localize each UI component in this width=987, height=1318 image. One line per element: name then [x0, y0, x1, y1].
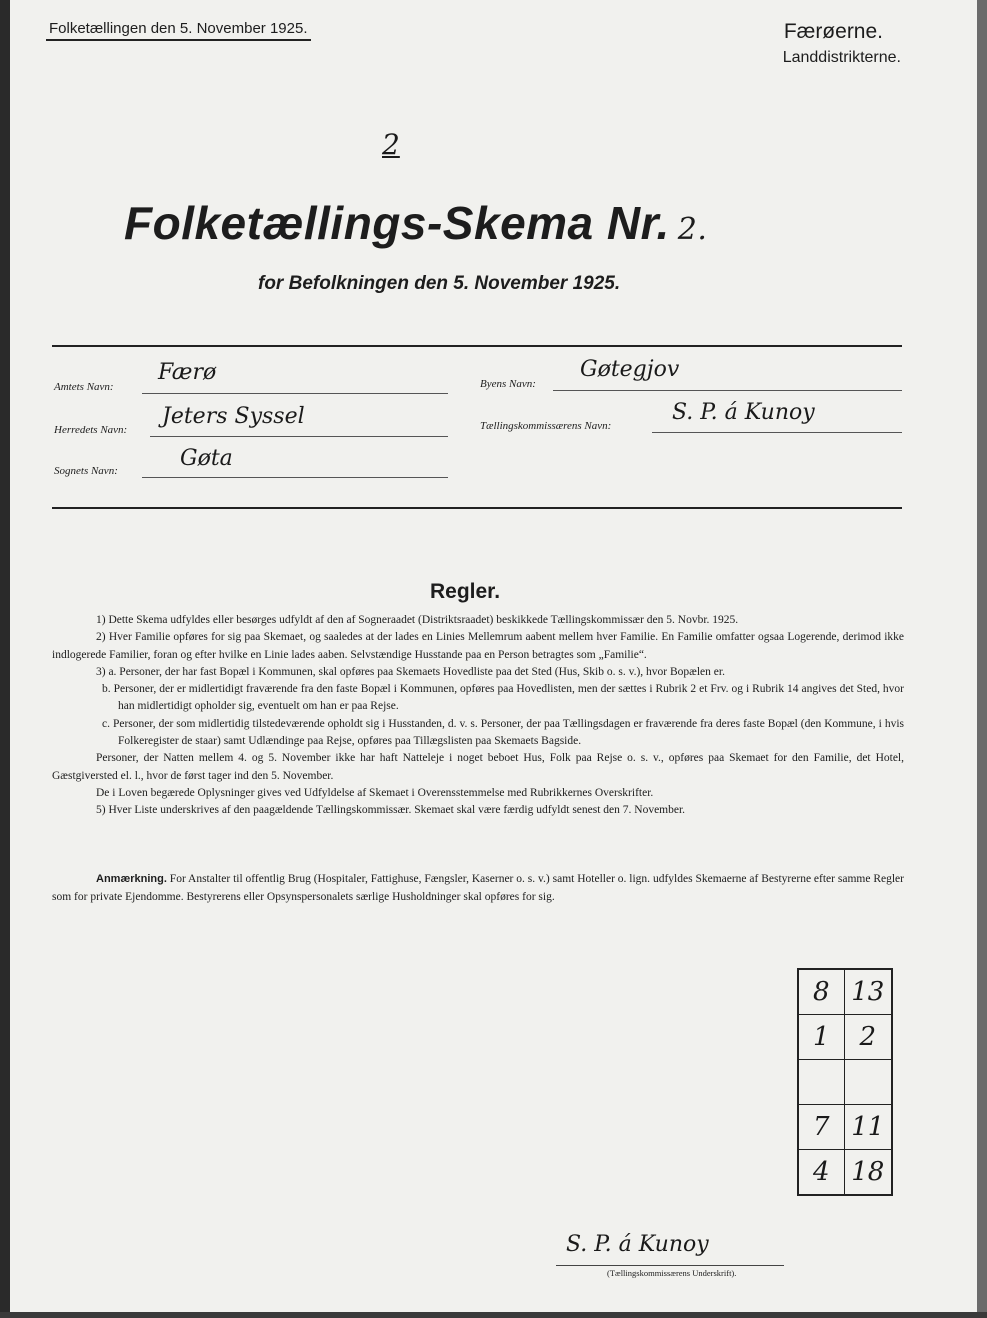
rule-item: c. Personer, der som midlertidig tilstedeværende opholdt sig i Husstanden, d. v. s. Personer, der paa Tællingsdagen er fraværende fra deres faste Bopæl (den Kommune, i hvis Folkeregister de staar) samt Udlændinge paa Rejse, opføres paa Tillægslisten paa Skemaets Bagside.: [102, 717, 904, 748]
form-subtitle: for Befolkningen den 5. November 1925.: [258, 273, 621, 294]
tally-table: [797, 968, 893, 1196]
tally-cell: 18: [844, 1150, 892, 1196]
divider-top: [52, 345, 902, 347]
tally-cell: 4: [798, 1150, 844, 1196]
sogn-label: Sognets Navn:: [54, 465, 118, 477]
rule-item: Personer, der Natten mellem 4. og 5. November ikke har haft Natteleje i noget beboet Hus, Folk paa Rejse o. s. v., opføres paa Skemaet for den Familie, det Hotel, Gæstgiversted el. l., hvor de først tager ind den 5. November.: [52, 752, 904, 782]
annotation-note: [52, 870, 904, 906]
tally-cell: [798, 1060, 844, 1105]
form-number-handwritten: 2.: [677, 212, 708, 247]
tally-cell: 8: [798, 969, 844, 1015]
rule-item: De i Loven begærede Oplysninger gives ved Udfyldelse af Skemaet i Overensstemmelse med Rubrikkernes Overskrifter.: [96, 786, 654, 799]
signature-line: [556, 1265, 784, 1266]
tally-row: [798, 1060, 892, 1105]
by-value: Gøtegjov: [580, 357, 680, 382]
rule-item: 2) Hver Familie opføres for sig paa Skemaet, og saaledes at der lades en Linies Mellemrum aabent mellem hver Familie. En Familie omfatter ogsaa Logerende, derimod ikke indlogerede Familier, foran og efter hvilke en Linie lades aaben. Selvstændige Husstande paa en Person betragtes som „Familie“.: [52, 631, 904, 661]
sogn-value: Gøta: [180, 446, 233, 471]
handwritten-sheet-number: 2: [382, 128, 400, 161]
divider-bottom: [52, 507, 902, 509]
tally-cell: 2: [844, 1015, 892, 1060]
tally-cell: 1: [798, 1015, 844, 1060]
tally-cell: 7: [798, 1105, 844, 1150]
region-subtitle: Landdistrikterne.: [782, 49, 901, 66]
rules-heading: Regler.: [430, 580, 501, 603]
tally-row: [798, 1105, 892, 1150]
amt-value: Færø: [158, 360, 217, 385]
tally-row: [798, 969, 892, 1015]
scan-edge-left: [0, 0, 10, 1318]
tally-cell: 13: [844, 969, 892, 1015]
kommissaer-label: Tællingskommissærens Navn:: [480, 420, 612, 432]
form-title-text: Folketællings-Skema Nr.: [124, 197, 670, 249]
by-line: [553, 390, 902, 391]
sogn-line: [142, 477, 448, 478]
herred-value: Jeters Syssel: [162, 404, 305, 429]
amt-label: Amtets Navn:: [54, 381, 114, 393]
herred-label: Herredets Navn:: [54, 424, 128, 436]
tally-row: [798, 1015, 892, 1060]
region-title: Færøerne.: [783, 20, 883, 43]
tally-cell: [844, 1060, 892, 1105]
rule-item: b. Personer, der er midlertidigt fraværende fra den faste Bopæl i Kommunen, opføres paa Hovedlisten, men der sættes i Rubrik 2 et Frv. og i Rubrik 14 angives det Sted, hvor han midlertidigt opholder sig, eventuelt om han er paa Rejse.: [102, 683, 904, 713]
tally-row: [798, 1150, 892, 1196]
signature-caption: (Tællingskommissærens Underskrift).: [607, 1268, 737, 1278]
rules-list: [52, 612, 904, 820]
kommissaer-value: S. P. á Kunoy: [672, 400, 815, 425]
tally-cell: 11: [844, 1105, 892, 1150]
form-title: [124, 196, 707, 250]
rule-item: 1) Dette Skema udfyldes eller besørges udfyldt af den af Sogneraadet (Distriktsraadet) beskikkede Tællingskommissær den 5. Novbr. 1925.: [96, 614, 739, 626]
kommissaer-line: [652, 432, 902, 433]
census-date-header: Folketællingen den 5. November 1925.: [46, 20, 311, 41]
amt-line: [142, 393, 448, 394]
annotation-text: For Anstalter til offentlig Brug (Hospitaler, Fattighuse, Fængsler, Kaserner o. s. v.) samt Hoteller o. lign. udfyldes Skemaerne af Bestyrerne efter samme Regler som for private Ejendomme. Bestyrerens eller Opsynspersonalets særlige Husholdninger skal opføres for sig.: [52, 873, 904, 903]
annotation-label: Anmærkning.: [96, 873, 167, 885]
rule-item: 3) a. Personer, der har fast Bopæl i Kommunen, skal opføres paa Skemaets Hovedliste paa det Sted (Hus, Skib o. s. v.), hvor Bopælen er.: [96, 665, 725, 678]
scan-edge-bottom: [0, 1312, 987, 1318]
rule-item: 5) Hver Liste underskrives af den paagældende Tællingskommissær. Skemaet skal være færdig udfyldt senest den 7. November.: [96, 804, 686, 817]
commissioner-signature: S. P. á Kunoy: [566, 1232, 709, 1257]
herred-line: [150, 436, 448, 437]
by-label: Byens Navn:: [480, 378, 536, 390]
scan-edge-right: [977, 0, 987, 1318]
